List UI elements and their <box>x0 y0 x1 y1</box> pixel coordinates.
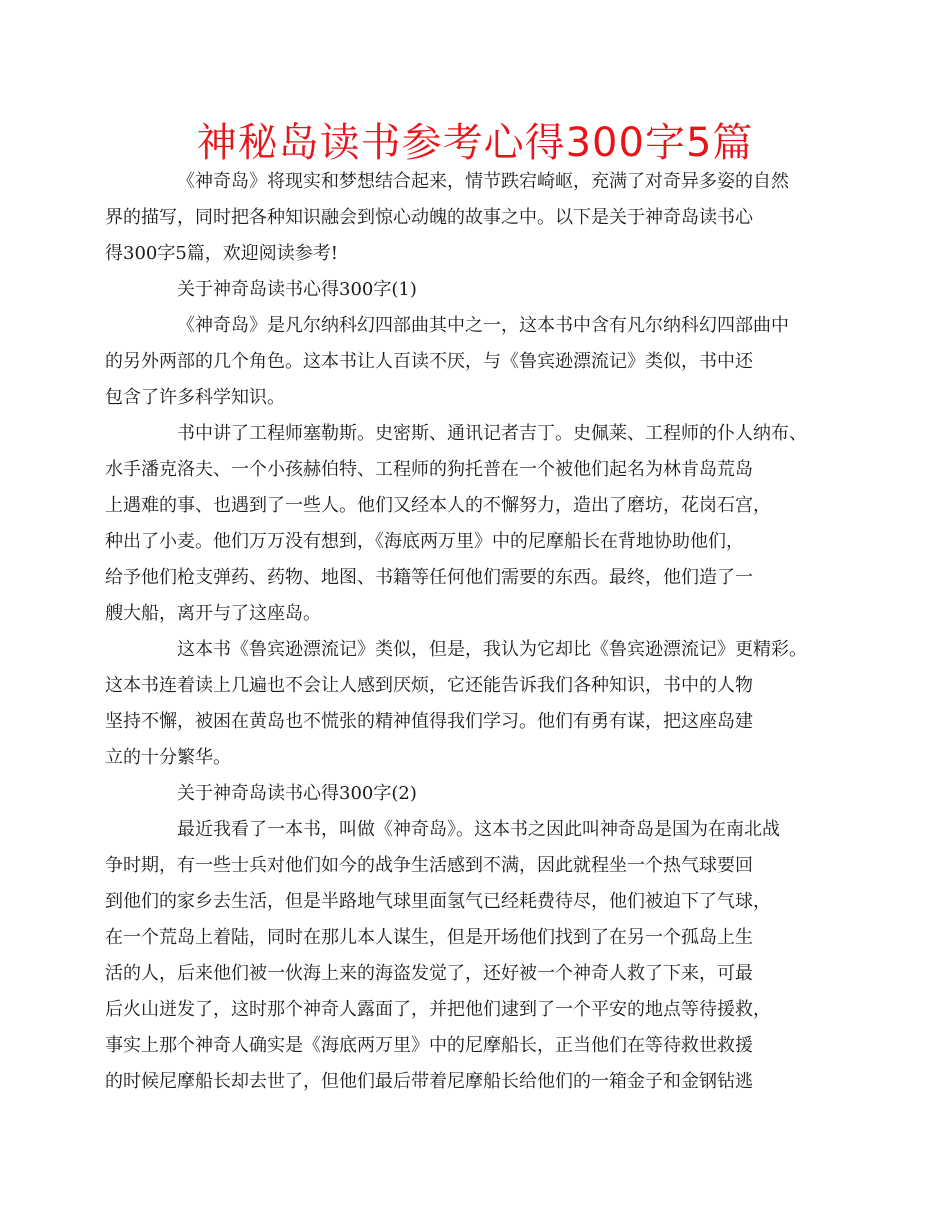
section-heading <box>141 776 817 812</box>
paragraph <box>105 812 817 1100</box>
text-line: 水手潘克洛夫、一个小孩赫伯特、工程师的狗托普在一个被他们起名为林肯岛荒岛 <box>105 459 753 480</box>
text-line: 立的十分繁华。 <box>105 747 231 768</box>
text-line: 界的描写，同时把各种知识融会到惊心动魄的故事之中。以下是关于神奇岛读书心 <box>105 207 753 228</box>
text-line: 上遇难的事、也遇到了一些人。他们又经本人的不懈努力，造出了磨坊，花岗石宫， <box>105 495 771 516</box>
text-line: 这本书《鲁宾逊漂流记》类似，但是，我认为它却比《鲁宾逊漂流记》更精彩。 <box>177 639 807 660</box>
text-line: 包含了许多科学知识。 <box>105 387 285 408</box>
text-line: 《神奇岛》将现实和梦想结合起来，情节跌宕崎岖，充满了对奇异多姿的自然 <box>177 171 789 192</box>
text-line: 这本书连着读上几遍也不会让人感到厌烦，它还能告诉我们各种知识，书中的人物 <box>105 675 753 696</box>
paragraph <box>105 308 817 416</box>
text-line: 书中讲了工程师塞勒斯。史密斯、通讯记者吉丁。史佩莱、工程师的仆人纳布、 <box>177 423 807 444</box>
text-line: 在一个荒岛上着陆，同时在那儿本人谋生，但是开场他们找到了在另一个孤岛上生 <box>105 927 753 948</box>
paragraph <box>105 632 817 776</box>
text-line: 后火山迸发了，这时那个神奇人露面了，并把他们逮到了一个平安的地点等待援救， <box>105 999 771 1020</box>
paragraph <box>105 164 817 272</box>
text-line: 给予他们枪支弹药、药物、地图、书籍等任何他们需要的东西。最终，他们造了一 <box>105 567 753 588</box>
text-line: 事实上那个神奇人确实是《海底两万里》中的尼摩船长，正当他们在等待救世救援 <box>105 1035 753 1056</box>
text-line: 《神奇岛》是凡尔纳科幻四部曲其中之一，这本书中含有凡尔纳科幻四部曲中 <box>177 315 789 336</box>
text-line: 争时期，有一些士兵对他们如今的战争生活感到不满，因此就程坐一个热气球要回 <box>105 855 753 876</box>
text-line: 到他们的家乡去生活，但是半路地气球里面氢气已经耗费待尽，他们被迫下了气球， <box>105 891 771 912</box>
text-line: 种出了小麦。他们万万没有想到，《海底两万里》中的尼摩船长在背地协助他们， <box>105 531 744 552</box>
text-line: 最近我看了一本书，叫做《神奇岛》。这本书之因此叫神奇岛是国为在南北战 <box>177 819 780 840</box>
text-line: 的时候尼摩船长却去世了，但他们最后带着尼摩船长给他们的一箱金子和金钢钻逃 <box>105 1071 753 1092</box>
paragraph <box>105 416 817 632</box>
document-body <box>105 164 817 1100</box>
text-line: 得300字5篇，欢迎阅读参考! <box>105 243 339 264</box>
text-line: 坚持不懈，被困在黄岛也不慌张的精神值得我们学习。他们有勇有谋，把这座岛建 <box>105 711 753 732</box>
text-line: 艘大船，离开与了这座岛。 <box>105 603 321 624</box>
text-line: 活的人，后来他们被一伙海上来的海盗发觉了，还好被一个神奇人救了下来，可最 <box>105 963 753 984</box>
section-heading <box>141 272 817 308</box>
text-line: 关于神奇岛读书心得300字(2) <box>177 783 417 804</box>
text-line: 关于神奇岛读书心得300字(1) <box>177 279 417 300</box>
text-line: 的另外两部的几个角色。这本书让人百读不厌，与《鲁宾逊漂流记》类似，书中还 <box>105 351 753 372</box>
document-title: 神秘岛读书参考心得300字5篇 <box>196 120 754 166</box>
